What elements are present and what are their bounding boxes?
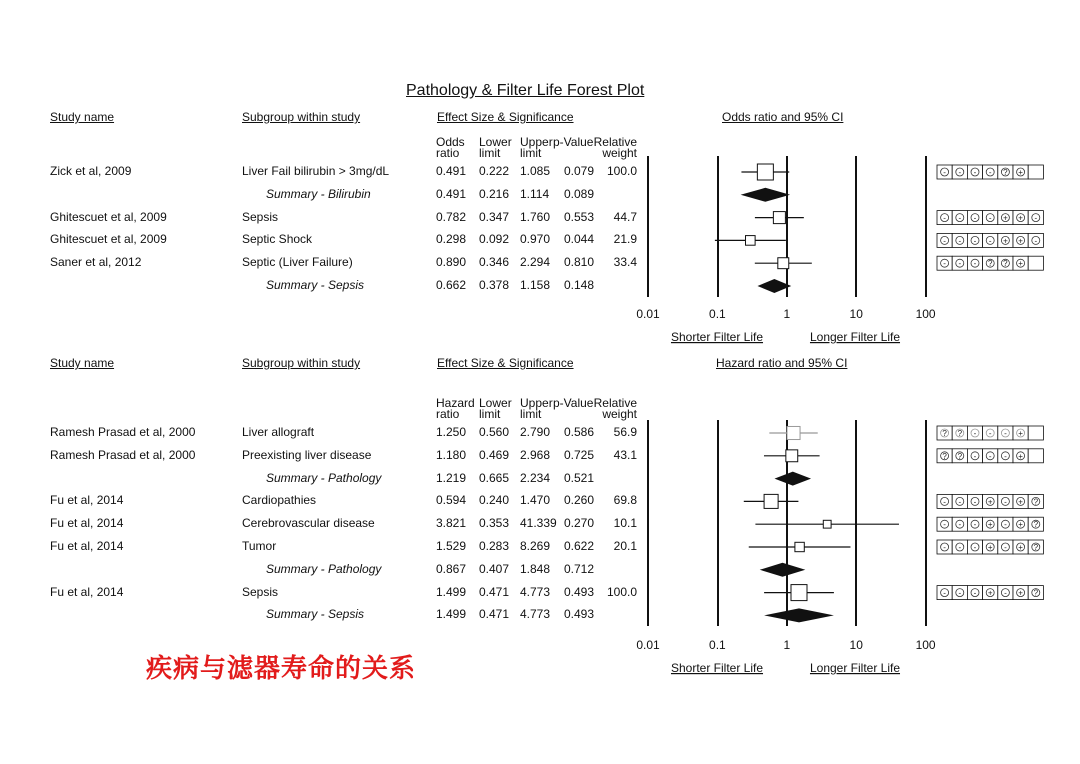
quality-symbol: - (958, 543, 962, 552)
row-cell-or: 0.890 (436, 255, 467, 270)
quality-symbol: - (973, 236, 977, 246)
quality-symbol: - (1004, 497, 1007, 507)
row-cell-upper: 1.158 (520, 278, 551, 292)
row-cell-subgroup: Cardiopathies (242, 493, 317, 508)
quality-symbol: + (1003, 213, 1008, 223)
quality-symbol: - (973, 451, 977, 461)
quality-symbol: + (1018, 429, 1023, 438)
row-cell-study: Fu et al, 2014 (50, 516, 124, 531)
quality-symbol: + (1018, 213, 1023, 223)
colhead-pvalue: p-Value (553, 396, 594, 410)
quality-symbol: - (1004, 451, 1007, 461)
quality-symbol: + (987, 543, 993, 552)
quality-symbol: - (973, 520, 977, 530)
quality-symbol: ? (957, 451, 963, 461)
row-cell-p: 0.270 (564, 516, 595, 531)
quality-symbol: + (1018, 520, 1023, 530)
row-cell-subgroup: Sepsis (242, 584, 279, 599)
quality-symbol: + (1018, 543, 1023, 552)
row-cell-upper: 1.085 (520, 164, 551, 178)
row-cell-study: Ramesh Prasad et al, 2000 (50, 425, 196, 439)
header-subgroup: Subgroup within study (242, 110, 361, 124)
row-cell-p: 0.089 (564, 186, 595, 201)
row-cell-study: Fu et al, 2014 (50, 493, 124, 508)
row-cell-lower: 0.092 (479, 232, 510, 247)
quality-symbol: - (973, 497, 977, 507)
point-estimate-box (773, 212, 785, 224)
quality-symbol: - (973, 213, 977, 223)
quality-symbol: - (958, 520, 962, 530)
quality-symbol: ? (1003, 259, 1008, 269)
header-study-name: Study name (50, 356, 115, 370)
quality-symbol: + (1018, 588, 1023, 598)
direction-label-right: Longer Filter Life (809, 330, 901, 344)
direction-label-left: Shorter Filter Life (670, 330, 764, 344)
quality-symbol: - (943, 520, 946, 530)
row-cell-weight: 69.8 (613, 493, 637, 508)
row-cell-lower: 0.216 (479, 186, 510, 201)
direction-label-left: Shorter Filter Life (670, 661, 764, 675)
row-cell-study: Ramesh Prasad et al, 2000 (50, 447, 196, 462)
row-cell-lower: 0.665 (479, 470, 510, 485)
row-cell-subgroup: Liver allograft (242, 425, 315, 439)
row-cell-or: 1.499 (436, 607, 467, 622)
quality-symbol: - (973, 429, 977, 438)
row-cell-p: 0.493 (564, 584, 595, 599)
point-estimate-box (791, 585, 807, 601)
row-cell-upper: 2.968 (520, 447, 551, 462)
row-cell-study: Saner et al, 2012 (50, 255, 142, 270)
point-estimate-box (746, 236, 756, 246)
quality-symbol: - (958, 213, 962, 223)
tick-label: 10 (849, 638, 863, 652)
quality-symbol: + (1018, 168, 1023, 177)
colhead-ratio: Odds ratio (436, 135, 465, 160)
quality-symbol: - (958, 588, 962, 598)
row-cell-study: Ghitescuet et al, 2009 (50, 209, 167, 224)
colhead-ratio: Hazard ratio (436, 396, 475, 421)
row-cell-weight: 10.1 (613, 516, 637, 531)
row-cell-or: 1.180 (436, 447, 467, 462)
header-plot-title: Hazard ratio and 95% CI (716, 356, 848, 370)
quality-symbol: - (988, 236, 992, 246)
row-cell-p: 0.725 (564, 447, 595, 462)
quality-symbol: - (988, 451, 992, 461)
row-cell-upper: 1.848 (520, 561, 551, 576)
row-cell-or: 1.250 (436, 425, 467, 439)
summary-diamond (760, 563, 806, 577)
tick-label: 1 (783, 638, 791, 652)
quality-symbol: - (943, 213, 946, 223)
row-cell-lower: 0.378 (479, 278, 510, 292)
row-cell-or: 0.491 (436, 164, 467, 178)
row-cell-upper: 0.970 (520, 232, 551, 247)
quality-symbol: - (943, 236, 946, 246)
row-cell-or: 1.499 (436, 584, 467, 599)
quality-symbol: + (1003, 236, 1008, 246)
row-cell-upper: 4.773 (520, 607, 551, 622)
tick-label: 100 (915, 638, 936, 652)
quality-symbol: + (1018, 497, 1023, 507)
row-cell-p: 0.521 (564, 470, 595, 485)
point-estimate-box (795, 542, 804, 551)
quality-symbol: - (943, 588, 946, 598)
row-cell-or: 0.867 (436, 561, 467, 576)
quality-symbol: - (988, 213, 992, 223)
row-cell-subgroup: Tumor (242, 539, 277, 553)
tick-label: 0.01 (636, 307, 660, 321)
row-cell-p: 0.148 (564, 278, 595, 292)
colhead-upper: Upper limit (520, 135, 553, 160)
colhead-upper: Upper limit (520, 396, 553, 421)
quality-symbol: - (973, 259, 977, 269)
quality-symbol: + (987, 520, 993, 530)
point-estimate-box (778, 258, 789, 269)
row-cell-lower: 0.469 (479, 447, 510, 462)
row-cell-upper: 2.294 (520, 255, 551, 270)
row-cell-lower: 0.471 (479, 607, 510, 622)
quality-symbol: - (1034, 213, 1038, 223)
row-cell-subgroup: Summary - Sepsis (266, 607, 365, 622)
header-plot-title: Odds ratio and 95% CI (722, 110, 844, 124)
row-cell-upper: 1.114 (520, 186, 550, 201)
quality-cell (1028, 256, 1043, 270)
row-cell-subgroup: Septic (Liver Failure) (242, 255, 353, 270)
quality-cell (1028, 426, 1043, 440)
header-effect-size: Effect Size & Significance (437, 110, 574, 124)
row-cell-weight: 100.0 (606, 584, 637, 599)
summary-diamond (764, 608, 834, 622)
quality-symbol: - (988, 168, 992, 177)
row-cell-or: 0.298 (436, 232, 467, 247)
row-cell-subgroup: Summary - Pathology (266, 561, 382, 576)
quality-symbol: - (1004, 543, 1007, 552)
row-cell-upper: 41.339 (520, 516, 557, 531)
quality-symbol: - (1004, 520, 1007, 530)
direction-label-right: Longer Filter Life (809, 661, 901, 675)
quality-symbol: ? (1003, 168, 1008, 177)
quality-cell (1028, 449, 1043, 463)
row-cell-lower: 0.353 (479, 516, 510, 531)
row-cell-lower: 0.222 (479, 164, 510, 178)
quality-symbol: + (1018, 259, 1023, 269)
quality-symbol: - (958, 236, 962, 246)
quality-symbol: ? (1033, 543, 1039, 552)
quality-symbol: + (987, 588, 993, 598)
row-cell-lower: 0.560 (479, 425, 510, 439)
row-cell-or: 0.662 (436, 278, 467, 292)
row-cell-lower: 0.283 (479, 539, 510, 553)
row-cell-weight: 20.1 (613, 539, 637, 553)
quality-symbol: - (943, 259, 946, 269)
colhead-lower: Lower limit (479, 135, 512, 160)
header-subgroup: Subgroup within study (242, 356, 361, 370)
quality-symbol: - (973, 168, 977, 177)
row-cell-weight: 56.9 (613, 425, 637, 439)
summary-diamond (775, 472, 812, 486)
row-cell-p: 0.553 (564, 209, 595, 224)
tick-label: 0.1 (709, 638, 726, 652)
quality-symbol: - (958, 497, 962, 507)
row-cell-subgroup: Summary - Bilirubin (266, 186, 371, 201)
row-cell-study: Zick et al, 2009 (50, 164, 132, 178)
row-cell-weight: 21.9 (613, 232, 637, 247)
tick-label: 10 (849, 307, 863, 321)
row-cell-study: Fu et al, 2014 (50, 584, 124, 599)
row-cell-upper: 2.234 (520, 470, 551, 485)
row-cell-or: 0.491 (436, 186, 467, 201)
row-cell-lower: 0.471 (479, 584, 510, 599)
row-cell-p: 0.622 (564, 539, 595, 553)
row-cell-upper: 2.790 (520, 425, 551, 439)
quality-symbol: - (988, 429, 992, 438)
row-cell-lower: 0.240 (479, 493, 510, 508)
quality-symbol: ? (1033, 588, 1039, 598)
colhead-lower: Lower limit (479, 396, 512, 421)
row-cell-study: Ghitescuet et al, 2009 (50, 232, 167, 247)
quality-symbol: + (1018, 451, 1023, 461)
quality-symbol: ? (987, 259, 993, 269)
quality-symbol: ? (942, 451, 947, 461)
header-effect-size: Effect Size & Significance (437, 356, 574, 370)
summary-diamond (741, 188, 790, 202)
tick-label: 0.1 (709, 307, 726, 321)
quality-symbol: ? (1033, 520, 1039, 530)
row-cell-upper: 1.470 (520, 493, 551, 508)
row-cell-or: 3.821 (436, 516, 467, 531)
colhead-pvalue: p-Value (553, 135, 594, 149)
chart-title: Pathology & Filter Life Forest Plot (406, 82, 645, 99)
row-cell-p: 0.260 (564, 493, 595, 508)
quality-symbol: ? (1033, 497, 1039, 507)
row-cell-or: 0.782 (436, 209, 467, 224)
row-cell-subgroup: Sepsis (242, 209, 279, 224)
quality-symbol: - (943, 497, 946, 507)
row-cell-upper: 4.773 (520, 584, 551, 599)
row-cell-p: 0.712 (564, 561, 595, 576)
quality-symbol: + (1018, 236, 1023, 246)
quality-symbol: + (987, 497, 993, 507)
row-cell-weight: 33.4 (613, 255, 637, 270)
row-cell-weight: 100.0 (606, 164, 637, 178)
quality-symbol: ? (942, 429, 947, 438)
quality-symbol: - (943, 543, 946, 552)
point-estimate-box (764, 494, 778, 508)
tick-label: 100 (915, 307, 936, 321)
row-cell-or: 1.219 (436, 470, 467, 485)
quality-symbol: - (1004, 429, 1007, 438)
row-cell-p: 0.044 (564, 232, 595, 247)
row-cell-subgroup: Cerebrovascular disease (242, 516, 375, 531)
quality-symbol: - (1004, 588, 1007, 598)
row-cell-subgroup: Preexisting liver disease (242, 447, 372, 462)
row-cell-or: 1.529 (436, 539, 467, 553)
row-cell-p: 0.079 (564, 164, 595, 178)
row-cell-p: 0.810 (564, 255, 595, 270)
row-cell-upper: 1.760 (520, 209, 551, 224)
colhead-weight: Relative weight (593, 396, 637, 421)
quality-symbol: - (958, 259, 962, 269)
row-cell-lower: 0.347 (479, 209, 510, 224)
row-cell-subgroup: Liver Fail bilirubin > 3mg/dL (242, 164, 390, 178)
tick-label: 0.01 (636, 638, 660, 652)
row-cell-lower: 0.346 (479, 255, 510, 270)
row-cell-p: 0.586 (564, 425, 595, 439)
quality-symbol: - (1034, 236, 1038, 246)
row-cell-subgroup: Summary - Sepsis (266, 278, 365, 292)
row-cell-p: 0.493 (564, 607, 595, 622)
point-estimate-box (823, 520, 831, 528)
header-study-name: Study name (50, 110, 115, 124)
row-cell-subgroup: Septic Shock (242, 232, 313, 247)
tick-label: 1 (783, 307, 791, 321)
quality-symbol: - (943, 168, 946, 177)
slide-caption: 疾病与滤器寿命的关系 (146, 654, 417, 684)
quality-symbol: ? (957, 429, 963, 438)
point-estimate-box (757, 164, 773, 180)
row-cell-weight: 43.1 (613, 447, 637, 462)
point-estimate-box (787, 426, 800, 439)
quality-symbol: - (958, 168, 962, 177)
quality-cell (1028, 165, 1043, 179)
row-cell-subgroup: Summary - Pathology (266, 470, 382, 485)
row-cell-or: 0.594 (436, 493, 467, 508)
row-cell-upper: 8.269 (520, 539, 551, 553)
quality-symbol: - (973, 588, 977, 598)
row-cell-weight: 44.7 (613, 209, 637, 224)
row-cell-study: Fu et al, 2014 (50, 539, 124, 553)
colhead-weight: Relative weight (593, 135, 637, 160)
point-estimate-box (786, 450, 798, 462)
quality-symbol: - (973, 543, 977, 552)
row-cell-lower: 0.407 (479, 561, 510, 576)
